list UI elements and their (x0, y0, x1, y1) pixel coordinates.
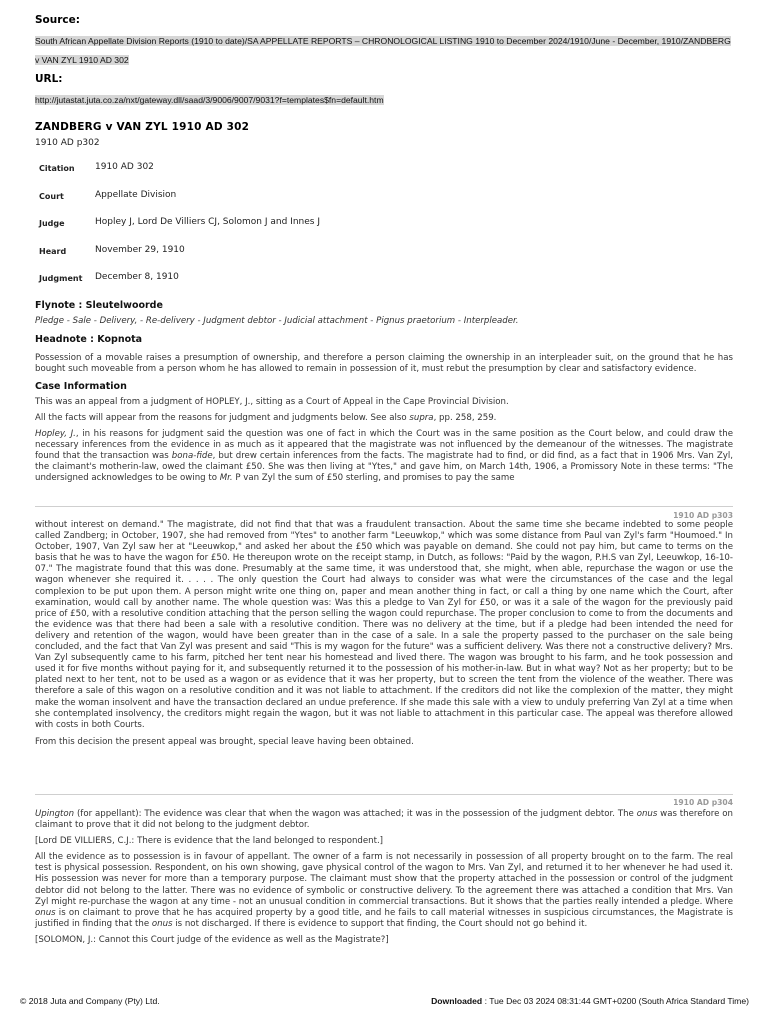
page-304-paragraph-2: [Lord DE VILLIERS, C.J.: There is evidence that the land belonged to respondent.] (35, 836, 384, 847)
case-info-paragraph-3 (35, 429, 733, 484)
downloaded-value: : Tue Dec 03 2024 08:31:44 GMT+0200 (South Africa Standard Time) (482, 996, 749, 1006)
flynote-text: Pledge - Sale - Delivery, - Re-delivery - Judgment debtor - Judicial attachment - Pignus praetorium - Interpleader. (35, 315, 519, 326)
page-304-paragraph-1 (35, 809, 733, 831)
italic-run: supra (409, 412, 434, 423)
meta-value: December 8, 1910 (95, 272, 179, 282)
headnote-text: Possession of a movable raises a presumption of ownership, and therefore a person claiming the ownership in an interpleader suit, on the ground that he has bought such moveable from a person whom he has allowed to remain in possession of it, must rebut the presumption by clear and satisfactory evidence. (35, 352, 733, 374)
italic-run: onus (35, 907, 56, 918)
meta-value: Appellate Division (95, 189, 177, 200)
page-303-content (35, 520, 733, 748)
meta-row-judgment (39, 272, 320, 300)
page-304-paragraph-3 (35, 852, 733, 930)
case-information-heading: Case Information (35, 380, 127, 392)
case-info-paragraph-1: This was an appeal from a judgment of HOPLEY, J., sitting as a Court of Appeal in the Cape Provincial Division. (35, 396, 509, 407)
url-link[interactable]: http://jutastat.juta.co.za/nxt/gateway.dll/saad/3/9006/9007/9031?f=templates$fn=default.htm (35, 95, 384, 105)
page-marker-303: 1910 AD p303 (673, 511, 733, 520)
meta-row-heard (39, 245, 320, 273)
text-run: , pp. 258, 259. (433, 412, 497, 423)
text-run: All the facts will appear from the reasons for judgment and judgments below. See also (35, 412, 410, 423)
footer-downloaded (431, 996, 749, 1006)
case-info-paragraph-2 (35, 413, 733, 424)
italic-run: onus (636, 809, 658, 819)
text-run: is on claimant to prove that he has acquired property by a good title, and he fails to call material witnesses in suspicious circumstances, the Magistrate is justified in finding that the (35, 907, 733, 929)
meta-value: 1910 AD 302 (95, 162, 154, 172)
url-label: URL: (35, 73, 63, 85)
source-label: Source: (35, 14, 80, 26)
text-run: was therefore on claimant to prove that it did not belong to the judgment debtor. (35, 809, 733, 831)
meta-key: Judgment (39, 274, 83, 283)
italic-run: onus (151, 918, 173, 929)
meta-key: Heard (39, 246, 67, 256)
page-citation: 1910 AD p302 (35, 138, 100, 148)
page-304-paragraph-4: [SOLOMON, J.: Cannot this Court judge of the evidence as well as the Magistrate?] (35, 934, 389, 945)
meta-key: Judge (39, 219, 65, 228)
italic-run: bona-fide (171, 451, 213, 462)
text-run: All the evidence as to possession is in favour of appellant. The owner of a farm is not necessarily in possession of all property brought on to the farm. The real test is physical possession. Respondent, on his own showing, gave physical control of the wagon to Mrs. Van Zyl, and returned it to her whenever he had used it. His possession was never for more than a temporary purpose. The claimant must show that the property attached in the possession or control of the judgment debtor did not belong to the latter. There was no evidence of symbolic or constructive delivery. To the agreement there was attached a condition that Mrs. Van Zyl might re-purchase the wagon at any time - not an unusual condition in commercial transactions. But it shows that the parties really intended a pledge. Where (35, 852, 733, 907)
headnote-heading: Headnote : Kopnota (35, 333, 143, 345)
meta-row-citation (39, 162, 320, 190)
footer-copyright: © 2018 Juta and Company (Pty) Ltd. (20, 996, 160, 1006)
page-divider (35, 794, 733, 795)
text-run: (for appellant): The evidence was clear that when the wagon was attached; it was in the possession of the judgment debtor. The (74, 809, 637, 819)
meta-key: Citation (39, 164, 75, 173)
source-path: South African Appellate Division Reports (1910 to date)/SA APPELLATE REPORTS – CHRONOLOGICAL LISTING 1910 to December 2024/1910/June - December, 1910/ZANDBERG v VAN ZYL 1910 AD 302 (35, 36, 731, 65)
document-page (35, 14, 733, 484)
page-304-content (35, 809, 733, 946)
text-run: , in his reasons for judgment said the question was one of fact in which the Court was in the same position as the Court below, and could draw the necessary inferences from the evidence in as much as it appeared that the magistrate was not influenced by the demeanour of the witnesses. The magistrate found that the transaction was (35, 428, 734, 462)
meta-row-court (39, 190, 320, 218)
text-run: P van Zyl the sum of £50 sterling, and promises to pay the same (232, 473, 515, 484)
italic-run: Mr. (219, 473, 233, 484)
meta-value: November 29, 1910 (95, 244, 185, 255)
case-metadata-table (39, 162, 320, 300)
text-run: , but drew certain inferences from the facts. The magistrate had to find, or did find, as a fact that in 1906 Mrs. Van Zyl, the claimant's motherin-law, owed the claimant £50. She was then living at "Ytes," and gave him, on March 14th, 1906, a Promissory Note in these terms: "The undersigned acknowledges to be owing to (35, 451, 733, 484)
page-303-paragraph-2: From this decision the present appeal was brought, special leave having been obtained. (35, 736, 414, 747)
text-run: is not discharged. If there is evidence to support that finding, the Court should not go behind it. (172, 918, 588, 929)
page-marker-304: 1910 AD p304 (673, 798, 733, 807)
meta-value: Hopley J, Lord De Villiers CJ, Solomon J and Innes J (95, 217, 320, 227)
italic-run: Hopley, J. (35, 428, 76, 439)
meta-key: Court (39, 191, 64, 201)
case-title: ZANDBERG v VAN ZYL 1910 AD 302 (35, 121, 250, 133)
page-303-paragraph-1: without interest on demand." The magistrate, did not find that that was a fraudulent transaction. About the same time she became indebted to some people called Zandberg; in October, 1907, she had removed from "Ytes" to another farm "Leeuwkop," which was some distance from Paul van Zyl's farm "Houmoed." In October, 1907, Van Zyl saw her at "Leeuwkop," and asked her about the £50 which was payable on demand. She could not pay him, but came to terms on the basis that he was to have the wagon for £50. He thereupon wrote on the receipt stamp, in Dutch, as follows: "Paid by the wagon, P.H.S van Zyl, Leeuwkop, 16-10-07." The magistrate found that this was done. Presumably at the same time, it was understood that, she might, when able, repurchase the wagon or use the wagon whenever she required it. . . . . The only question the Court had always to consider was what were the circumstances of the case and the legal complexion to be put upon them. A person might write one thing on, paper and mean another thing in fact, or call a thing by one name which the Court, after examination, would call by another name. The whole question was: Was this a pledge to Van Zyl for £50, or was it a sale of the wagon for the previously paid price of £50, with a resolutive condition attaching that the person selling the wagon could repurchase. The proper conclusion to come to from the documents and the evidence was that there had been a sale with a resolutive condition. There was no delivery at the time, but if a pledge had been intended the need for delivery and retention of the wagon, would have been greater than in the case of a sale. In a sale the property passed to the purchaser on the sale being concluded, and the fact that Van Zyl was present and said "This is my wagon for the future" was a sufficient delivery. Was there not a constructive delivery? Mrs. Van Zyl subsequently came to his farm, pitched her tent near his homestead and lived there. The wagon was brought to his farm, and he took possession and used it for five months without paying for it, and subsequently returned it to the possession of his mother-in-law. But in what way? Not as her property; but to be plated next to her tent, not to be used as a wagon or as evidence that it was her property, but to screen the tent from the violence of the weather. There was therefore a sale of this wagon on a resolutive condition and it was not liable to attachment. If the creditors did not like the complexion of the matter, they might make the woman insolvent and have the transaction declared an undue preference. If she made this sale with a view to unduly preferring Van Zyl at a time when she contemplated insolvency, the creditors might regain the wagon, but it was not liable to attachment in this particular case. The appeal was therefore allowed with costs in both Courts. (35, 520, 733, 730)
italic-run: Upington (35, 809, 75, 819)
flynote-heading: Flynote : Sleutelwoorde (35, 299, 163, 311)
downloaded-label: Downloaded (431, 996, 483, 1006)
meta-row-judge (39, 217, 320, 245)
page-divider (35, 506, 733, 507)
